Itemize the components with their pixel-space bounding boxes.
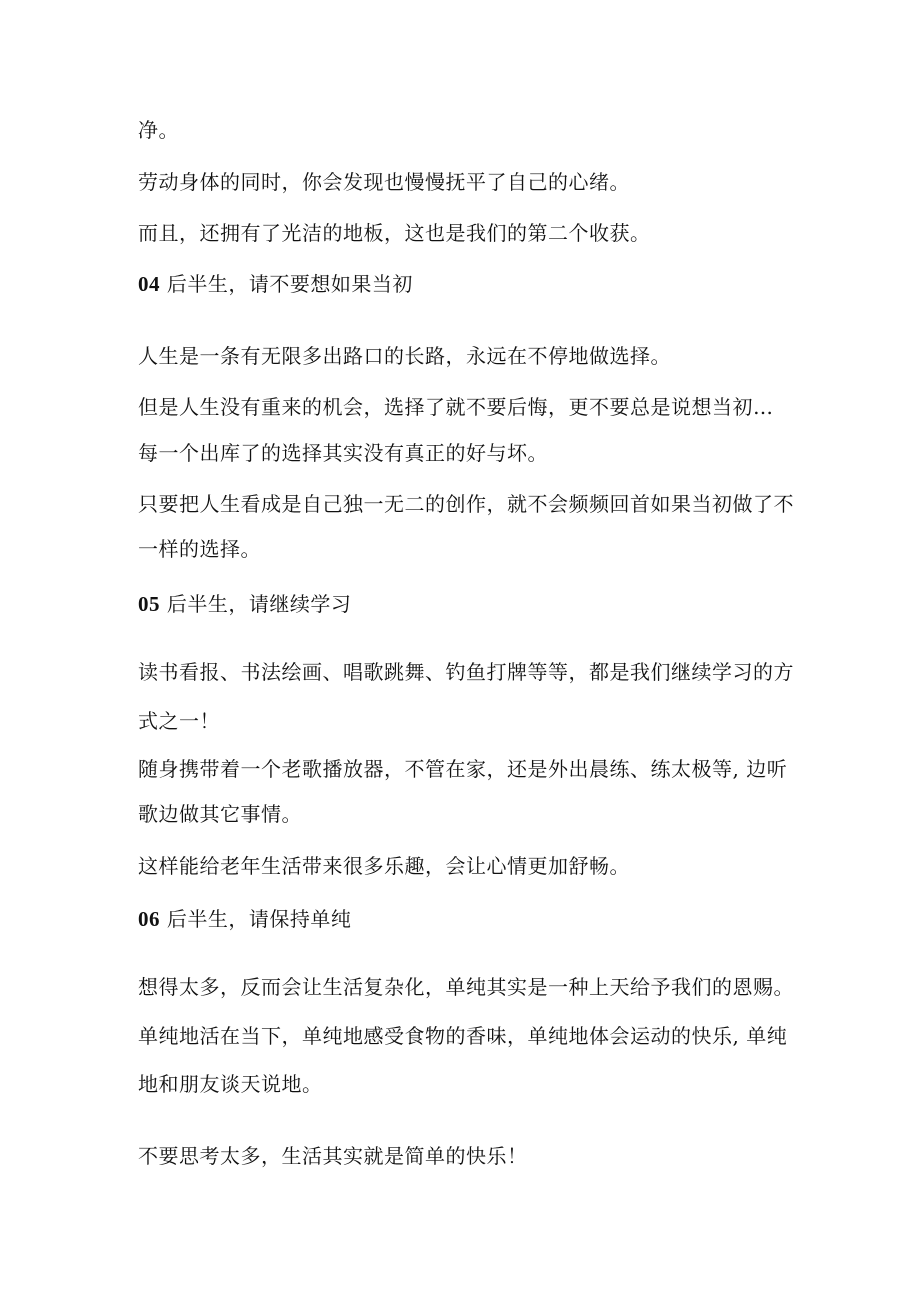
heading-number: 05 bbox=[138, 592, 160, 616]
paragraph-line: 这样能给老年生活带来很多乐趣，会让心情更加舒畅。 bbox=[138, 854, 630, 878]
heading-number: 06 bbox=[138, 907, 160, 931]
paragraph-line: 人生是一条有无限多出路口的长路，永远在不停地做选择。 bbox=[138, 344, 671, 368]
heading-text: 后半生，请保持单纯 bbox=[160, 907, 352, 931]
paragraph-line: 歌边做其它事情。 bbox=[138, 802, 302, 826]
paragraph-line: 劳动身体的同时，你会发现也慢慢抚平了自己的心绪。 bbox=[138, 170, 630, 194]
section-heading-05 bbox=[138, 590, 351, 618]
heading-text: 后半生，请不要想如果当初 bbox=[160, 272, 413, 296]
heading-number: 04 bbox=[138, 272, 160, 296]
paragraph-line: 不要思考太多，生活其实就是简单的快乐！ bbox=[138, 1144, 528, 1168]
paragraph-line: 单纯地活在当下，单纯地感受食物的香味，单纯地体会运动的快乐, 单纯 bbox=[138, 1024, 788, 1048]
paragraph-line: 而且，还拥有了光洁的地板，这也是我们的第二个收获。 bbox=[138, 221, 651, 245]
section-heading-04 bbox=[138, 270, 413, 298]
section-heading-06 bbox=[138, 905, 351, 933]
heading-text: 后半生，请继续学习 bbox=[160, 592, 352, 616]
paragraph-line: 读书看报、书法绘画、唱歌跳舞、钓鱼打牌等等，都是我们继续学习的方 bbox=[138, 660, 794, 684]
paragraph-line: 净。 bbox=[138, 118, 179, 142]
paragraph-line: 只要把人生看成是自己独一无二的创作，就不会频频回首如果当初做了不 bbox=[138, 492, 794, 516]
paragraph-line: 随身携带着一个老歌播放器，不管在家，还是外出晨练、练太极等, 边听 bbox=[138, 757, 788, 781]
paragraph-line: 式之一！ bbox=[138, 709, 220, 733]
paragraph-line: 地和朋友谈天说地。 bbox=[138, 1072, 323, 1096]
paragraph-line: 想得太多，反而会让生活复杂化，单纯其实是一种上天给予我们的恩赐。 bbox=[138, 975, 794, 999]
paragraph-line: 一样的选择。 bbox=[138, 537, 261, 561]
paragraph-line: 但是人生没有重来的机会，选择了就不要后悔，更不要总是说想当初… bbox=[138, 395, 774, 419]
paragraph-line: 每一个出库了的选择其实没有真正的好与坏。 bbox=[138, 441, 548, 465]
